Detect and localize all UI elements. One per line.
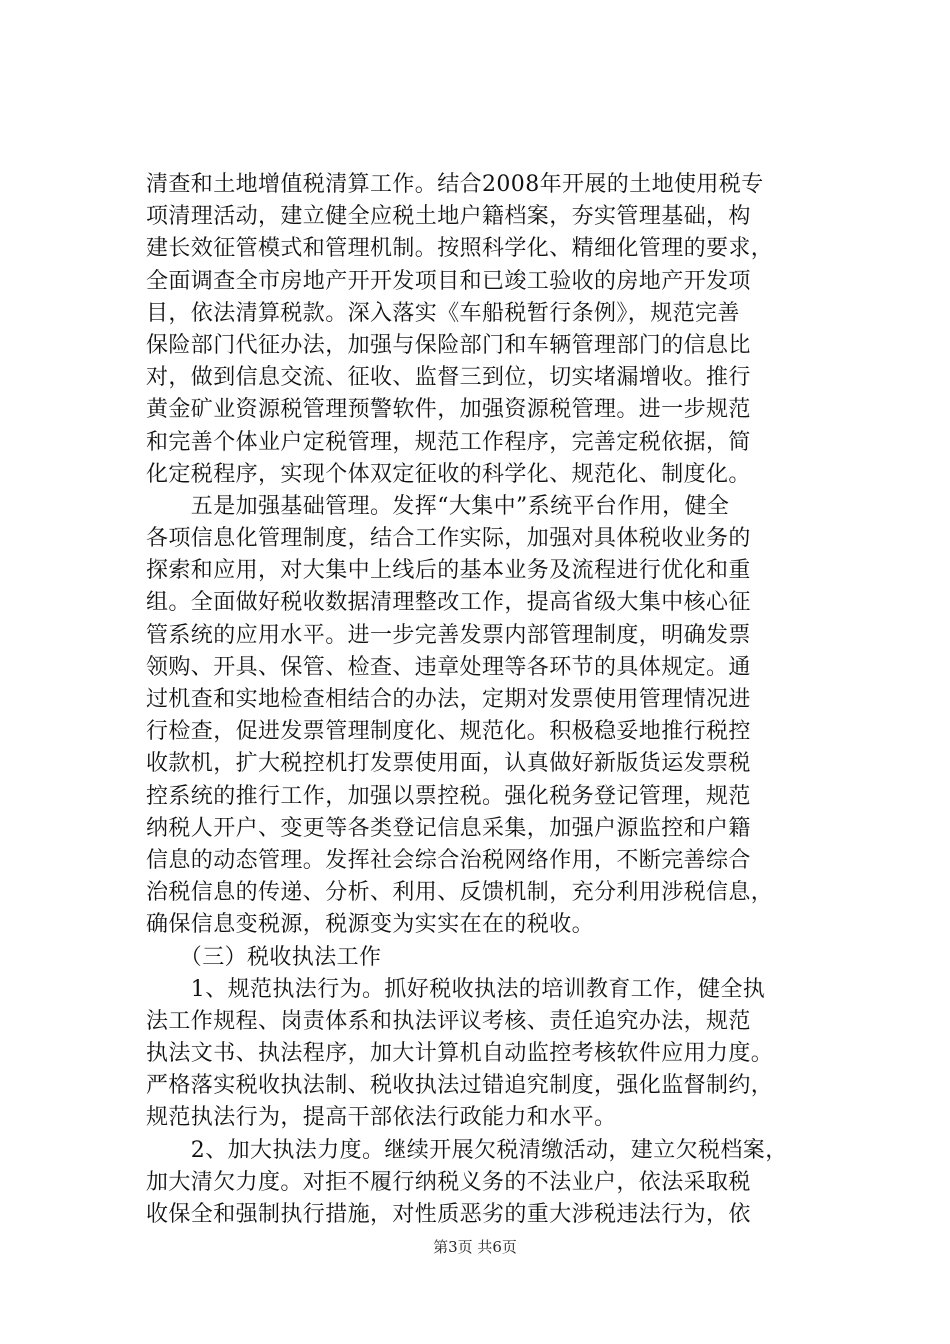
text-line: 领购、开具、保管、检查、违章处理等各环节的具体规定。通 [146,654,751,680]
text-line: 2、加大执法力度。继续开展欠税清缴活动，建立欠税档案， [146,1137,788,1163]
text-line: 1、规范执法行为。抓好税收执法的培训教育工作，健全执 [146,976,766,1002]
text-line: 确保信息变税源，税源变为实实在在的税收。 [146,912,595,938]
text-line: 化定税程序，实现个体双定征收的科学化、规范化、制度化。 [146,461,751,487]
text-line: 各项信息化管理制度，结合工作实际，加强对具体税收业务的 [146,526,751,552]
text-line: 行检查，促进发票管理制度化、规范化。积极稳妥地推行税控 [146,719,751,745]
page-footer: 第3页 共6页 [433,1238,517,1256]
text-line: 严格落实税收执法制、税收执法过错追究制度，强化监督制约， [146,1073,774,1099]
text-line: 保险部门代征办法，加强与保险部门和车辆管理部门的信息比 [146,332,751,358]
text-line: 执法文书、执法程序，加大计算机自动监控考核软件应用力度。 [146,1041,774,1067]
text-line: 建长效征管模式和管理机制。按照科学化、精细化管理的要求， [146,236,774,262]
text-line: 五是加强基础管理。发挥“大集中”系统平台作用，健全 [146,493,730,519]
text-line: 黄金矿业资源税管理预警软件，加强资源税管理。进一步规范 [146,397,751,423]
text-line: 目，依法清算税款。深入落实《车船税暂行条例》，规范完善 [146,300,740,326]
text-line: （三）税收执法工作 [146,944,382,970]
text-line: 收款机，扩大税控机打发票使用面，认真做好新版货运发票税 [146,751,751,777]
text-line: 探索和应用，对大集中上线后的基本业务及流程进行优化和重 [146,558,751,584]
text-line: 和完善个体业户定税管理，规范工作程序，完善定税依据，简 [146,429,751,455]
text-line: 控系统的推行工作，加强以票控税。强化税务登记管理，规范 [146,783,751,809]
text-line: 规范执法行为，提高干部依法行政能力和水平。 [146,1105,617,1131]
text-line: 组。全面做好税收数据清理整改工作，提高省级大集中核心征 [146,590,751,616]
text-line: 信息的动态管理。发挥社会综合治税网络作用，不断完善综合 [146,847,751,873]
text-line: 过机查和实地检查相结合的办法，定期对发票使用管理情况进 [146,687,751,712]
text-line: 对，做到信息交流、征收、监督三到位，切实堵漏增收。推行 [146,365,751,391]
text-line: 治税信息的传递、分析、利用、反馈机制，充分利用涉税信息， [146,880,774,906]
text-line: 管系统的应用水平。进一步完善发票内部管理制度，明确发票 [146,622,751,648]
text-line: 项清理活动，建立健全应税土地户籍档案，夯实管理基础，构 [146,204,751,230]
body-text [146,169,834,1231]
text-line: 加大清欠力度。对拒不履行纳税义务的不法业户，依法采取税 [146,1169,751,1195]
text-line: 纳税人开户、变更等各类登记信息采集，加强户源监控和户籍 [146,815,751,841]
text-line: 全面调查全市房地产开开发项目和已竣工验收的房地产开发项 [146,268,751,294]
text-line: 法工作规程、岗责体系和执法评议考核、责任追究办法，规范 [146,1008,751,1034]
text-line: 收保全和强制执行措施，对性质恶劣的重大涉税违法行为，依 [146,1202,751,1227]
text-line: 清查和土地增值税清算工作。结合2008年开展的土地使用税专 [146,172,764,197]
